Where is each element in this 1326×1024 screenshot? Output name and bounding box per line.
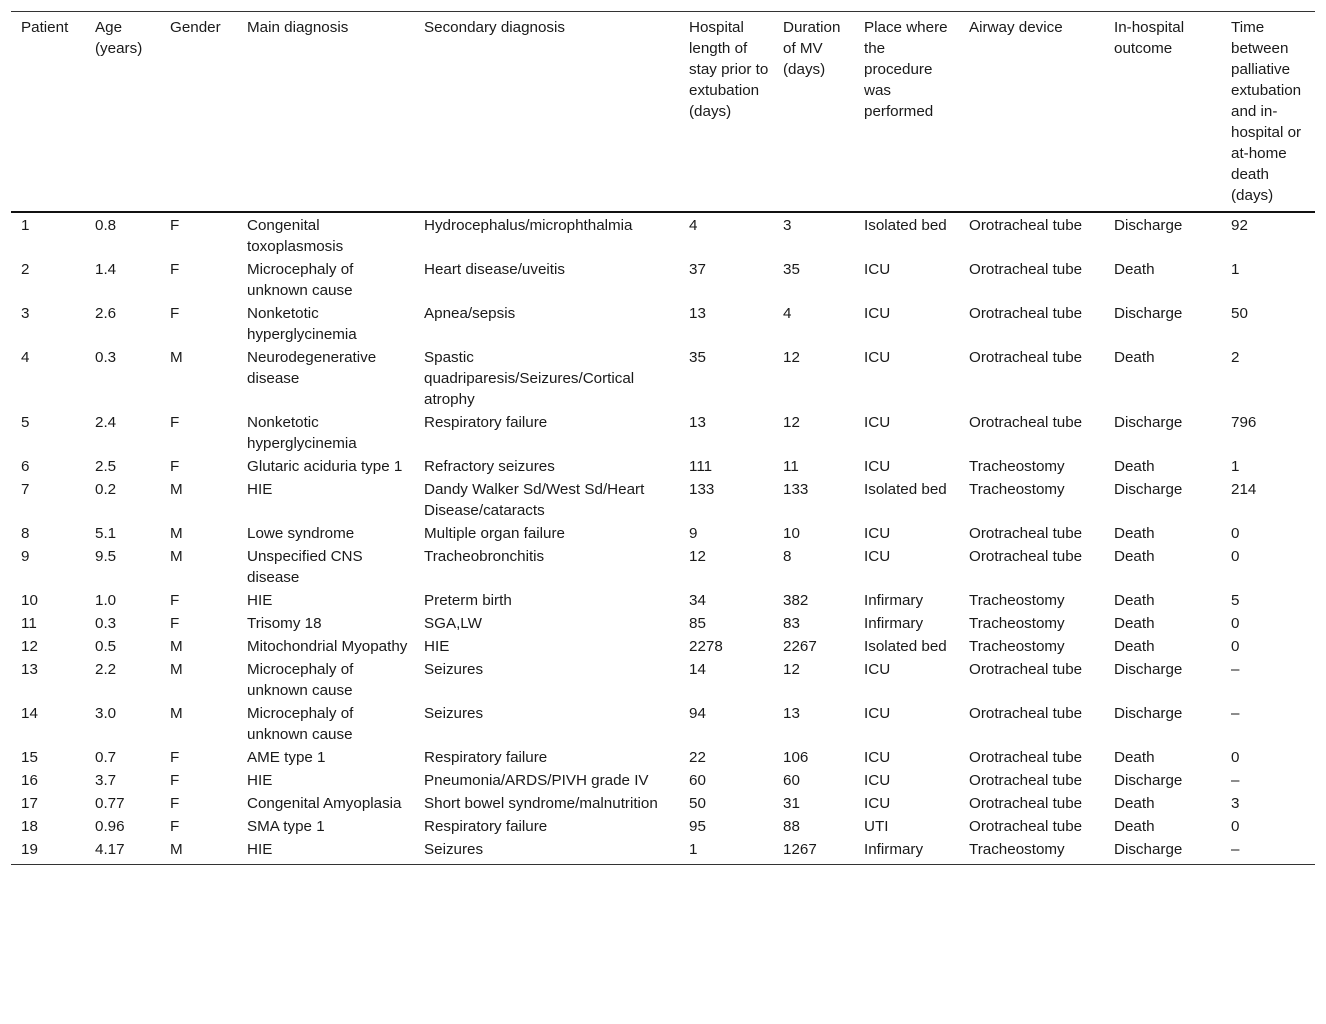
cell-mv-duration: 13 bbox=[783, 705, 800, 722]
cell-hospital-stay: 2278 bbox=[689, 638, 723, 655]
cell-main-diagnosis: Congenital toxoplasmosis bbox=[247, 217, 344, 255]
cell-patient: 6 bbox=[21, 458, 30, 475]
cell-patient: 3 bbox=[21, 305, 30, 322]
header-hospital-stay: Hospital length of stay prior to extubation (days) bbox=[679, 12, 773, 213]
header-age: Age (years) bbox=[85, 12, 160, 213]
cell-patient: 1 bbox=[21, 217, 30, 234]
cell-patient: 19 bbox=[11, 838, 85, 865]
table-row bbox=[11, 702, 1315, 746]
cell-main-diagnosis: Nonketotic hyperglycinemia bbox=[247, 305, 357, 343]
table-row bbox=[11, 635, 1315, 658]
cell-patient: 5 bbox=[21, 414, 30, 431]
cell-outcome: Discharge bbox=[1114, 414, 1183, 431]
cell-patient: 9 bbox=[21, 548, 30, 565]
cell-age: 0.2 bbox=[95, 481, 117, 498]
cell-outcome: Discharge bbox=[1114, 772, 1183, 789]
cell-mv-duration: 1267 bbox=[773, 838, 854, 865]
cell-age: 2.4 bbox=[95, 414, 117, 431]
cell-procedure-place: Infirmary bbox=[854, 838, 959, 865]
table-row bbox=[11, 658, 1315, 702]
cell-hospital-stay: 1 bbox=[679, 838, 773, 865]
cell-time-to-death: 0 bbox=[1231, 615, 1240, 632]
cell-gender: M bbox=[170, 481, 183, 498]
cell-secondary-diagnosis: Heart disease/uveitis bbox=[424, 261, 565, 278]
cell-outcome: Death bbox=[1114, 349, 1155, 366]
cell-airway-device: Tracheostomy bbox=[969, 592, 1065, 609]
table-row bbox=[11, 612, 1315, 635]
cell-time-to-death: 214 bbox=[1231, 481, 1257, 498]
cell-gender: M bbox=[170, 705, 183, 722]
cell-airway-device: Tracheostomy bbox=[969, 615, 1065, 632]
cell-patient: 10 bbox=[21, 592, 38, 609]
cell-airway-device: Orotracheal tube bbox=[969, 305, 1083, 322]
cell-gender: F bbox=[170, 305, 180, 322]
cell-patient: 2 bbox=[21, 261, 30, 278]
cell-airway-device: Tracheostomy bbox=[969, 458, 1065, 475]
cell-gender: F bbox=[170, 772, 180, 789]
cell-age: 2.5 bbox=[95, 458, 117, 475]
cell-main-diagnosis: Microcephaly of unknown cause bbox=[247, 661, 354, 699]
cell-age: 3.7 bbox=[95, 772, 117, 789]
cell-hospital-stay: 85 bbox=[689, 615, 706, 632]
cell-gender: M bbox=[160, 838, 237, 865]
cell-age: 0.8 bbox=[95, 217, 117, 234]
cell-time-to-death: 92 bbox=[1231, 217, 1248, 234]
cell-time-to-death: 0 bbox=[1231, 818, 1240, 835]
cell-gender: F bbox=[170, 458, 180, 475]
cell-hospital-stay: 13 bbox=[689, 414, 706, 431]
header-main-diagnosis: Main diagnosis bbox=[237, 12, 414, 213]
cell-time-to-death: – bbox=[1221, 838, 1315, 865]
cell-secondary-diagnosis: Spastic quadriparesis/Seizures/Cortical atrophy bbox=[424, 349, 635, 408]
cell-secondary-diagnosis: Multiple organ failure bbox=[424, 525, 565, 542]
cell-age: 1.4 bbox=[95, 261, 117, 278]
cell-gender: F bbox=[170, 217, 180, 234]
cell-mv-duration: 382 bbox=[783, 592, 809, 609]
cell-age: 0.96 bbox=[95, 818, 125, 835]
cell-airway-device: Orotracheal tube bbox=[969, 548, 1083, 565]
cell-outcome: Death bbox=[1114, 615, 1155, 632]
cell-procedure-place: UTI bbox=[864, 818, 889, 835]
cell-time-to-death: 50 bbox=[1231, 305, 1248, 322]
cell-time-to-death: 1 bbox=[1231, 458, 1240, 475]
cell-airway-device: Tracheostomy bbox=[969, 481, 1065, 498]
cell-secondary-diagnosis: Respiratory failure bbox=[424, 749, 548, 766]
table-header bbox=[11, 12, 1315, 213]
cell-main-diagnosis: Trisomy 18 bbox=[247, 615, 322, 632]
cell-airway-device: Orotracheal tube bbox=[969, 525, 1083, 542]
cell-gender: F bbox=[170, 615, 180, 632]
cell-airway-device: Orotracheal tube bbox=[969, 261, 1083, 278]
cell-age: 0.3 bbox=[95, 349, 117, 366]
cell-main-diagnosis: HIE bbox=[247, 481, 273, 498]
cell-airway-device: Orotracheal tube bbox=[969, 349, 1083, 366]
cell-secondary-diagnosis: Pneumonia/ARDS/PIVH grade IV bbox=[424, 772, 649, 789]
cell-main-diagnosis: HIE bbox=[237, 838, 414, 865]
table-row bbox=[11, 838, 1315, 865]
cell-gender: M bbox=[170, 525, 183, 542]
cell-mv-duration: 31 bbox=[783, 795, 800, 812]
cell-patient: 18 bbox=[21, 818, 38, 835]
cell-hospital-stay: 50 bbox=[689, 795, 706, 812]
cell-secondary-diagnosis: Preterm birth bbox=[424, 592, 512, 609]
cell-gender: F bbox=[170, 592, 180, 609]
header-procedure-place: Place where the procedure was performed bbox=[854, 12, 959, 213]
cell-procedure-place: ICU bbox=[864, 661, 891, 678]
cell-procedure-place: ICU bbox=[864, 548, 891, 565]
cell-outcome: Death bbox=[1114, 458, 1155, 475]
cell-airway-device: Tracheostomy bbox=[959, 838, 1104, 865]
cell-hospital-stay: 12 bbox=[689, 548, 706, 565]
cell-patient: 15 bbox=[21, 749, 38, 766]
cell-outcome: Death bbox=[1114, 818, 1155, 835]
table-row bbox=[11, 258, 1315, 302]
cell-patient: 12 bbox=[21, 638, 38, 655]
cell-outcome: Death bbox=[1114, 795, 1155, 812]
cell-procedure-place: ICU bbox=[864, 772, 891, 789]
cell-main-diagnosis: AME type 1 bbox=[247, 749, 326, 766]
cell-procedure-place: Isolated bed bbox=[864, 638, 947, 655]
cell-airway-device: Orotracheal tube bbox=[969, 217, 1083, 234]
cell-age: 4.17 bbox=[85, 838, 160, 865]
cell-secondary-diagnosis: Apnea/sepsis bbox=[424, 305, 516, 322]
cell-gender: M bbox=[170, 661, 183, 678]
cell-outcome: Discharge bbox=[1114, 217, 1183, 234]
cell-gender: M bbox=[170, 349, 183, 366]
cell-airway-device: Orotracheal tube bbox=[969, 818, 1083, 835]
cell-main-diagnosis: Congenital Amyoplasia bbox=[247, 795, 402, 812]
cell-gender: M bbox=[170, 548, 183, 565]
header-outcome: In-hospital outcome bbox=[1104, 12, 1221, 213]
patient-table-container bbox=[11, 11, 1315, 865]
cell-time-to-death: – bbox=[1231, 705, 1240, 722]
table-row bbox=[11, 589, 1315, 612]
cell-mv-duration: 12 bbox=[783, 414, 800, 431]
cell-patient: 7 bbox=[21, 481, 30, 498]
cell-airway-device: Orotracheal tube bbox=[969, 772, 1083, 789]
cell-hospital-stay: 60 bbox=[689, 772, 706, 789]
cell-secondary-diagnosis: Short bowel syndrome/malnutrition bbox=[424, 795, 658, 812]
cell-mv-duration: 11 bbox=[783, 458, 799, 475]
cell-hospital-stay: 133 bbox=[689, 481, 715, 498]
cell-procedure-place: ICU bbox=[864, 795, 891, 812]
cell-mv-duration: 60 bbox=[783, 772, 800, 789]
cell-age: 3.0 bbox=[95, 705, 117, 722]
cell-mv-duration: 106 bbox=[783, 749, 809, 766]
header-airway-device: Airway device bbox=[959, 12, 1104, 213]
table-row bbox=[11, 346, 1315, 411]
cell-mv-duration: 133 bbox=[783, 481, 809, 498]
cell-outcome: Death bbox=[1114, 261, 1155, 278]
cell-outcome: Death bbox=[1114, 592, 1155, 609]
table-row bbox=[11, 455, 1315, 478]
table-row bbox=[11, 522, 1315, 545]
cell-main-diagnosis: Lowe syndrome bbox=[247, 525, 355, 542]
cell-mv-duration: 8 bbox=[783, 548, 792, 565]
cell-mv-duration: 3 bbox=[783, 217, 792, 234]
cell-mv-duration: 10 bbox=[783, 525, 800, 542]
cell-outcome: Death bbox=[1114, 525, 1155, 542]
cell-secondary-diagnosis: Respiratory failure bbox=[424, 414, 548, 431]
cell-procedure-place: ICU bbox=[864, 261, 891, 278]
cell-mv-duration: 12 bbox=[783, 661, 800, 678]
cell-outcome: Death bbox=[1114, 638, 1155, 655]
cell-outcome: Discharge bbox=[1114, 481, 1183, 498]
cell-secondary-diagnosis: Seizures bbox=[424, 661, 484, 678]
cell-secondary-diagnosis: Dandy Walker Sd/West Sd/Heart Disease/cataracts bbox=[424, 481, 645, 519]
cell-time-to-death: 1 bbox=[1231, 261, 1240, 278]
cell-procedure-place: ICU bbox=[864, 749, 891, 766]
cell-procedure-place: Isolated bed bbox=[864, 217, 947, 234]
cell-age: 0.3 bbox=[95, 615, 117, 632]
cell-main-diagnosis: Neurodegenerative disease bbox=[247, 349, 377, 387]
cell-age: 0.5 bbox=[95, 638, 117, 655]
cell-patient: 14 bbox=[21, 705, 38, 722]
cell-hospital-stay: 95 bbox=[689, 818, 706, 835]
cell-outcome: Discharge bbox=[1114, 705, 1183, 722]
cell-patient: 13 bbox=[21, 661, 38, 678]
table-row bbox=[11, 746, 1315, 769]
cell-time-to-death: 0 bbox=[1231, 749, 1240, 766]
cell-main-diagnosis: HIE bbox=[247, 592, 273, 609]
cell-procedure-place: Infirmary bbox=[864, 615, 924, 632]
cell-patient: 8 bbox=[21, 525, 30, 542]
cell-outcome: Death bbox=[1114, 749, 1155, 766]
cell-procedure-place: ICU bbox=[864, 458, 891, 475]
cell-hospital-stay: 34 bbox=[689, 592, 706, 609]
cell-procedure-place: ICU bbox=[864, 349, 891, 366]
cell-age: 2.6 bbox=[95, 305, 117, 322]
cell-age: 1.0 bbox=[95, 592, 117, 609]
cell-patient: 4 bbox=[21, 349, 30, 366]
cell-age: 0.7 bbox=[95, 749, 117, 766]
cell-hospital-stay: 37 bbox=[689, 261, 706, 278]
cell-hospital-stay: 4 bbox=[689, 217, 698, 234]
cell-airway-device: Orotracheal tube bbox=[969, 749, 1083, 766]
table-row bbox=[11, 302, 1315, 346]
cell-time-to-death: 796 bbox=[1231, 414, 1257, 431]
cell-outcome: Death bbox=[1114, 548, 1155, 565]
table-row bbox=[11, 478, 1315, 522]
header-gender: Gender bbox=[160, 12, 237, 213]
table-body bbox=[11, 212, 1315, 865]
cell-hospital-stay: 22 bbox=[689, 749, 706, 766]
cell-patient: 17 bbox=[21, 795, 38, 812]
cell-time-to-death: – bbox=[1231, 772, 1240, 789]
cell-gender: F bbox=[170, 818, 180, 835]
cell-gender: F bbox=[170, 795, 180, 812]
cell-age: 2.2 bbox=[95, 661, 117, 678]
table-row bbox=[11, 815, 1315, 838]
cell-secondary-diagnosis: Tracheobronchitis bbox=[424, 548, 545, 565]
header-mv-duration: Duration of MV (days) bbox=[773, 12, 854, 213]
table-row bbox=[11, 545, 1315, 589]
cell-time-to-death: 2 bbox=[1231, 349, 1240, 366]
cell-main-diagnosis: Nonketotic hyperglycinemia bbox=[247, 414, 357, 452]
cell-procedure-place: Isolated bed bbox=[864, 481, 947, 498]
cell-mv-duration: 35 bbox=[783, 261, 800, 278]
cell-airway-device: Orotracheal tube bbox=[969, 414, 1083, 431]
cell-hospital-stay: 94 bbox=[689, 705, 706, 722]
cell-main-diagnosis: Mitochondrial Myopathy bbox=[247, 638, 408, 655]
table-row bbox=[11, 411, 1315, 455]
cell-procedure-place: Infirmary bbox=[864, 592, 924, 609]
cell-outcome: Discharge bbox=[1114, 305, 1183, 322]
table-row bbox=[11, 769, 1315, 792]
cell-hospital-stay: 14 bbox=[689, 661, 706, 678]
cell-age: 0.77 bbox=[95, 795, 125, 812]
cell-time-to-death: – bbox=[1231, 661, 1240, 678]
cell-gender: F bbox=[170, 261, 180, 278]
table-row bbox=[11, 212, 1315, 258]
cell-main-diagnosis: Unspecified CNS disease bbox=[247, 548, 363, 586]
cell-procedure-place: ICU bbox=[864, 705, 891, 722]
cell-time-to-death: 0 bbox=[1231, 548, 1240, 565]
cell-secondary-diagnosis: SGA,LW bbox=[424, 615, 482, 632]
table-row bbox=[11, 792, 1315, 815]
cell-age: 5.1 bbox=[95, 525, 117, 542]
patient-table bbox=[11, 11, 1315, 865]
cell-main-diagnosis: Microcephaly of unknown cause bbox=[247, 261, 354, 299]
header-patient: Patient bbox=[11, 12, 85, 213]
cell-main-diagnosis: SMA type 1 bbox=[247, 818, 325, 835]
cell-mv-duration: 4 bbox=[783, 305, 792, 322]
cell-gender: F bbox=[170, 414, 180, 431]
cell-airway-device: Orotracheal tube bbox=[969, 705, 1083, 722]
cell-outcome: Discharge bbox=[1104, 838, 1221, 865]
cell-secondary-diagnosis: HIE bbox=[424, 638, 450, 655]
cell-airway-device: Orotracheal tube bbox=[969, 661, 1083, 678]
cell-hospital-stay: 35 bbox=[689, 349, 706, 366]
cell-patient: 11 bbox=[21, 615, 37, 632]
cell-mv-duration: 12 bbox=[783, 349, 800, 366]
cell-secondary-diagnosis: Hydrocephalus/microphthalmia bbox=[424, 217, 633, 234]
cell-gender: F bbox=[170, 749, 180, 766]
cell-patient: 16 bbox=[21, 772, 38, 789]
cell-outcome: Discharge bbox=[1114, 661, 1183, 678]
header-secondary-diagnosis: Secondary diagnosis bbox=[414, 12, 679, 213]
cell-secondary-diagnosis: Seizures bbox=[424, 705, 484, 722]
cell-main-diagnosis: Microcephaly of unknown cause bbox=[247, 705, 354, 743]
header-row bbox=[11, 12, 1315, 213]
cell-procedure-place: ICU bbox=[864, 525, 891, 542]
cell-secondary-diagnosis: Respiratory failure bbox=[424, 818, 548, 835]
cell-age: 9.5 bbox=[95, 548, 117, 565]
cell-hospital-stay: 13 bbox=[689, 305, 706, 322]
cell-secondary-diagnosis: Refractory seizures bbox=[424, 458, 555, 475]
cell-mv-duration: 88 bbox=[783, 818, 800, 835]
cell-main-diagnosis: Glutaric aciduria type 1 bbox=[247, 458, 403, 475]
cell-main-diagnosis: HIE bbox=[247, 772, 273, 789]
cell-procedure-place: ICU bbox=[864, 305, 891, 322]
cell-airway-device: Tracheostomy bbox=[969, 638, 1065, 655]
cell-time-to-death: 3 bbox=[1231, 795, 1240, 812]
cell-time-to-death: 0 bbox=[1231, 638, 1240, 655]
header-time-to-death: Time between palliative extubation and in-hospital or at-home death (days) bbox=[1221, 12, 1315, 213]
cell-mv-duration: 2267 bbox=[783, 638, 817, 655]
cell-time-to-death: 5 bbox=[1231, 592, 1240, 609]
cell-time-to-death: 0 bbox=[1231, 525, 1240, 542]
cell-hospital-stay: 111 bbox=[689, 458, 713, 475]
cell-hospital-stay: 9 bbox=[689, 525, 698, 542]
cell-gender: M bbox=[170, 638, 183, 655]
cell-airway-device: Orotracheal tube bbox=[969, 795, 1083, 812]
cell-procedure-place: ICU bbox=[864, 414, 891, 431]
cell-mv-duration: 83 bbox=[783, 615, 800, 632]
cell-secondary-diagnosis: Seizures bbox=[414, 838, 679, 865]
